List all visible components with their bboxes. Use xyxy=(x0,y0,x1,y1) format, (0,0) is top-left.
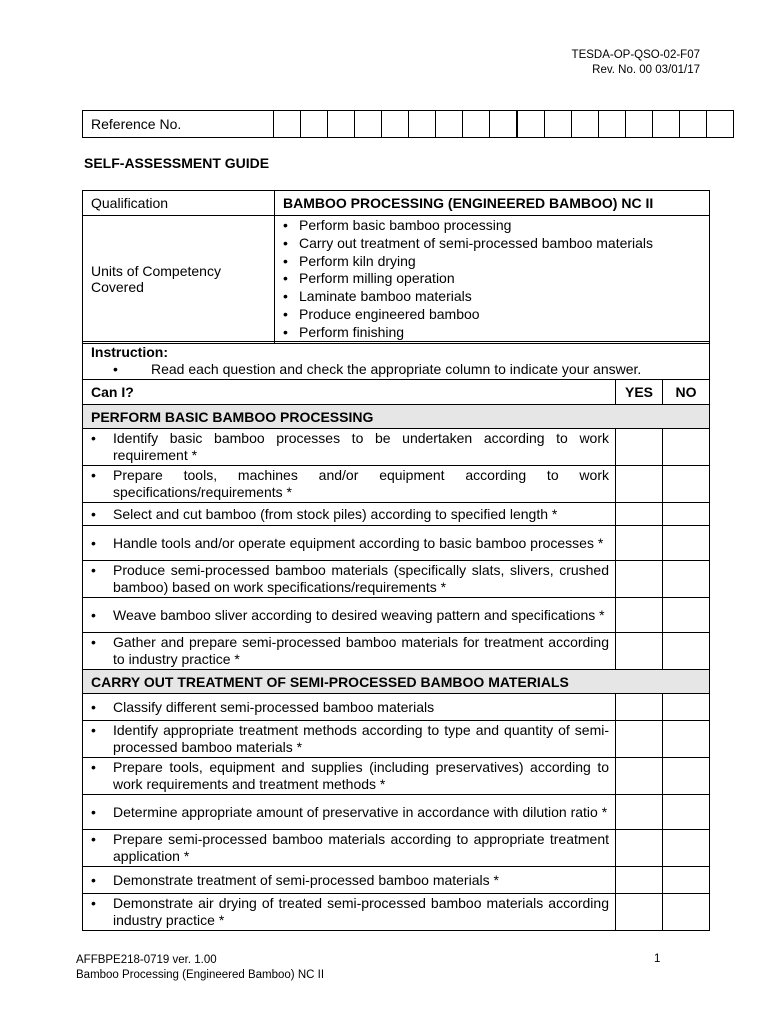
question-text: Produce semi-processed bamboo materials (specifically slats, slivers, crushed bamboo) based on work specifications/requirements * xyxy=(113,562,609,595)
no-checkbox-cell[interactable] xyxy=(663,633,710,670)
reference-digit-box[interactable] xyxy=(490,111,518,138)
reference-digit-box[interactable] xyxy=(382,111,409,138)
section-title: PERFORM BASIC BAMBOO PROCESSING xyxy=(83,405,710,429)
question-text: Classify different semi-processed bamboo materials xyxy=(113,698,435,715)
footer xyxy=(76,953,324,983)
self-assessment-table xyxy=(82,341,710,931)
column-header-yes: YES xyxy=(616,380,663,405)
no-checkbox-cell[interactable] xyxy=(663,830,710,867)
no-checkbox-cell[interactable] xyxy=(663,894,710,931)
footer-doc-code: AFFBPE218-0719 ver. 1.00 xyxy=(76,954,217,966)
instruction-cell: Instruction: • Read each question and check the appropriate column to indicate your answer. xyxy=(83,342,710,380)
column-header-no: NO xyxy=(663,380,710,405)
section-title: CARRY OUT TREATMENT OF SEMI-PROCESSED BAMBOO MATERIALS xyxy=(83,670,710,694)
bullet-icon: • xyxy=(91,430,96,446)
bullet-icon: • xyxy=(91,722,96,738)
no-checkbox-cell[interactable] xyxy=(663,867,710,894)
table-row xyxy=(83,721,710,758)
bullet-icon: • xyxy=(91,467,96,483)
question-text: Identify appropriate treatment methods according to type and quantity of semi-processed bamboo materials * xyxy=(113,722,609,755)
bullet-icon: • xyxy=(91,606,96,623)
question-text: Prepare tools, machines and/or equipment according to work specifications/requirements * xyxy=(113,467,609,500)
question-text: Handle tools and/or operate equipment according to basic bamboo processes * xyxy=(113,534,604,551)
yes-checkbox-cell[interactable] xyxy=(616,429,663,466)
document-header xyxy=(572,48,700,78)
yes-checkbox-cell[interactable] xyxy=(616,795,663,830)
question-text: Determine appropriate amount of preservative in accordance with dilution ratio * xyxy=(113,803,608,820)
bullet-icon: • xyxy=(91,831,96,847)
bullet-icon: • xyxy=(91,871,96,888)
column-header-question: Can I? xyxy=(83,380,616,405)
no-checkbox-cell[interactable] xyxy=(663,503,710,526)
reference-digit-box[interactable] xyxy=(626,111,653,138)
table-row xyxy=(83,867,710,894)
table-row xyxy=(83,758,710,795)
no-checkbox-cell[interactable] xyxy=(663,758,710,795)
no-checkbox-cell[interactable] xyxy=(663,694,710,721)
page-number: 1 xyxy=(654,953,661,965)
unit-item: • Perform kiln drying xyxy=(283,253,708,271)
reference-digit-box[interactable] xyxy=(355,111,382,138)
question-text: Weave bamboo sliver according to desired weaving pattern and specifications * xyxy=(113,606,605,623)
yes-checkbox-cell[interactable] xyxy=(616,633,663,670)
reference-digit-box[interactable] xyxy=(707,111,734,138)
bullet-icon: • xyxy=(91,505,96,522)
revision-number: Rev. No. 00 03/01/17 xyxy=(592,64,700,76)
unit-item: • Perform milling operation xyxy=(283,270,708,288)
question-text: Demonstrate treatment of semi-processed bamboo materials * xyxy=(113,871,499,888)
qualification-table xyxy=(82,190,710,344)
yes-checkbox-cell[interactable] xyxy=(616,526,663,561)
table-row xyxy=(83,894,710,931)
reference-digit-box[interactable] xyxy=(301,111,328,138)
no-checkbox-cell[interactable] xyxy=(663,526,710,561)
question-text: Demonstrate air drying of treated semi-processed bamboo materials according industry practice * xyxy=(113,895,609,928)
form-code: TESDA-OP-QSO-02-F07 xyxy=(571,49,700,61)
reference-digit-box[interactable] xyxy=(517,111,545,138)
question-text: Gather and prepare semi-processed bamboo materials for treatment according to industry practice * xyxy=(113,634,609,667)
question-text: Prepare tools, equipment and supplies (including preservatives) according to work requirements and treatment methods * xyxy=(113,759,609,792)
qualification-label: Qualification xyxy=(83,191,275,216)
no-checkbox-cell[interactable] xyxy=(663,598,710,633)
yes-checkbox-cell[interactable] xyxy=(616,758,663,795)
unit-item: • Perform finishing xyxy=(283,324,708,342)
reference-digit-box[interactable] xyxy=(274,111,301,138)
no-checkbox-cell[interactable] xyxy=(663,561,710,598)
unit-item: • Laminate bamboo materials xyxy=(283,288,708,306)
yes-checkbox-cell[interactable] xyxy=(616,466,663,503)
page-title: SELF-ASSESSMENT GUIDE xyxy=(84,155,270,171)
bullet-icon: • xyxy=(91,534,96,551)
unit-item: • Produce engineered bamboo xyxy=(283,306,708,324)
reference-label: Reference No. xyxy=(83,111,274,138)
table-row xyxy=(83,694,710,721)
table-row xyxy=(83,795,710,830)
bullet-icon: • xyxy=(91,562,96,578)
units-label: Units of Competency Covered xyxy=(83,216,275,344)
instruction-label: Instruction: xyxy=(91,344,168,360)
bullet-icon: • xyxy=(91,895,96,911)
yes-checkbox-cell[interactable] xyxy=(616,830,663,867)
yes-checkbox-cell[interactable] xyxy=(616,561,663,598)
reference-digit-box[interactable] xyxy=(653,111,680,138)
reference-digit-box[interactable] xyxy=(545,111,572,138)
reference-number-table xyxy=(82,110,734,138)
reference-digit-box[interactable] xyxy=(572,111,599,138)
yes-checkbox-cell[interactable] xyxy=(616,598,663,633)
unit-item: • Carry out treatment of semi-processed bamboo materials xyxy=(283,235,708,253)
reference-digit-box[interactable] xyxy=(680,111,707,138)
no-checkbox-cell[interactable] xyxy=(663,466,710,503)
table-row xyxy=(83,561,710,598)
reference-digit-box[interactable] xyxy=(463,111,490,138)
no-checkbox-cell[interactable] xyxy=(663,721,710,758)
reference-digit-box[interactable] xyxy=(599,111,626,138)
bullet-icon: • xyxy=(91,698,96,715)
reference-digit-box[interactable] xyxy=(436,111,463,138)
qualification-value: BAMBOO PROCESSING (ENGINEERED BAMBOO) NC II xyxy=(275,191,710,216)
unit-item: • Perform basic bamboo processing xyxy=(283,217,708,235)
reference-digit-box[interactable] xyxy=(409,111,436,138)
no-checkbox-cell[interactable] xyxy=(663,795,710,830)
yes-checkbox-cell[interactable] xyxy=(616,894,663,931)
instruction-text: Read each question and check the appropriate column to indicate your answer. xyxy=(151,361,642,377)
table-row xyxy=(83,598,710,633)
table-row xyxy=(83,466,710,503)
question-text: Identify basic bamboo processes to be undertaken according to work requirement * xyxy=(113,430,609,463)
table-row xyxy=(83,429,710,466)
table-row xyxy=(83,526,710,561)
bullet-icon: • xyxy=(91,634,96,650)
yes-checkbox-cell[interactable] xyxy=(616,721,663,758)
yes-checkbox-cell[interactable] xyxy=(616,867,663,894)
yes-checkbox-cell[interactable] xyxy=(616,694,663,721)
bullet-icon: • xyxy=(91,803,96,820)
question-text: Prepare semi-processed bamboo materials according to appropriate treatment application * xyxy=(113,831,609,864)
bullet-icon: • xyxy=(91,759,96,775)
footer-doc-title: Bamboo Processing (Engineered Bamboo) NC II xyxy=(76,969,325,981)
table-row xyxy=(83,830,710,867)
question-text: Select and cut bamboo (from stock piles) according to specified length * xyxy=(113,505,558,522)
table-row xyxy=(83,503,710,526)
no-checkbox-cell[interactable] xyxy=(663,429,710,466)
table-row xyxy=(83,633,710,670)
units-list xyxy=(275,217,708,342)
reference-digit-box[interactable] xyxy=(328,111,355,138)
yes-checkbox-cell[interactable] xyxy=(616,503,663,526)
